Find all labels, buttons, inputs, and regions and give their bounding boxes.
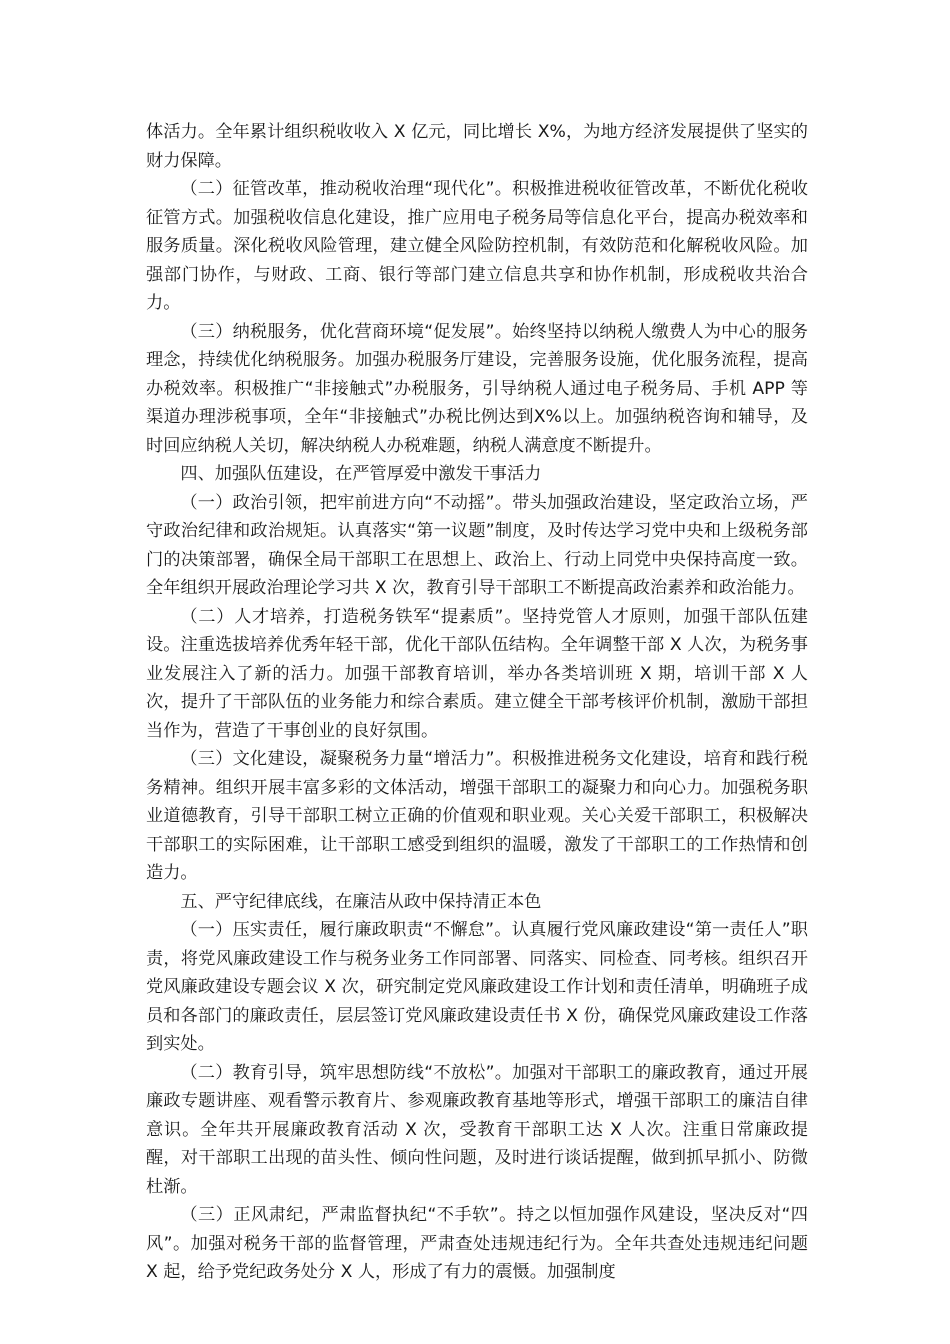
paragraph-education-guidance: （二）教育引导，筑牢思想防线“不放松”。加强对干部职工的廉政教育，通过开展廉政专题讲座、观看警示教育片、参观廉政教育基地等形式，增强干部职工的廉洁自律意识。全年共开展廉政教育活动 X 次，受教育干部职工达 X 人次。注重日常廉政提醒，对干部职工出现的苗头性、倾向性问题，及时进行谈话提醒，做到抓早抓小、防微杜渐。: [146, 1062, 808, 1197]
paragraph-responsibility: （一）压实责任，履行廉政职责“不懈怠”。认真履行党风廉政建设“第一责任人”职责，将党风廉政建设工作与税务业务工作同部署、同落实、同检查、同考核。组织召开党风廉政建设专题会议 X 次，研究制定党风廉政建设工作计划和责任清单，明确班子成员和各部门的廉政责任，层层签订党风廉政建设责任书 X 份，确保党风廉政建设工作落到实处。: [146, 920, 808, 1054]
paragraph-culture-building: （三）文化建设，凝聚税务力量“增活力”。积极推进税务文化建设，培育和践行税务精神。组织开展丰富多彩的文体活动，增强干部职工的凝聚力和向心力。加强税务职业道德教育，引导干部职工树立正确的价值观和职业观。关心关爱干部职工，积极解决干部职工的实际困难，让干部职工感受到组织的温暖，激发了干部职工的工作热情和创造力。: [146, 749, 808, 883]
paragraph-taxpayer-service: （三）纳税服务，优化营商环境“促发展”。始终坚持以纳税人缴费人为中心的服务理念，持续优化纳税服务。加强办税服务厅建设，完善服务设施，优化服务流程，提高办税效率。积极推广“非接触式”办税服务，引导纳税人通过电子税务局、手机 APP 等渠道办理涉税事项，全年“非接触式”办税比例达到X%以上。加强纳税咨询和辅导，及时回应纳税人关切，解决纳税人办税难题，纳税人满意度不断提升。: [146, 321, 808, 456]
paragraph-political-guidance: （一）政治引领，把牢前进方向“不动摇”。带头加强政治建设，坚定政治立场，严守政治纪律和政治规矩。认真落实“第一议题”制度，及时传达学习党中央和上级税务部门的决策部署，确保全局干部职工在思想上、政治上、行动上同党中央保持高度一致。全年组织开展政治理论学习共 X 次，教育引导干部职工不断提高政治素养和政治能力。: [146, 492, 808, 598]
paragraph-fiscal-summary: 体活力。全年累计组织税收收入 X 亿元，同比增长 X%，为地方经济发展提供了坚实的财力保障。: [146, 122, 808, 171]
section-heading-team-building: 四、加强队伍建设，在严管厚爱中激发干事活力: [180, 464, 542, 484]
document-body: [146, 118, 808, 1287]
paragraph-discipline-enforcement: （三）正风肃纪，严肃监督执纪“不手软”。持之以恒加强作风建设，坚决反对“四风”。加强对税务干部的监督管理，严肃查处违规违纪行为。全年共查处违规违纪问题 X 起，给予党纪政务处分 X 人，形成了有力的震慑。加强制度: [146, 1205, 808, 1282]
paragraph-talent-cultivation: （二）人才培养，打造税务铁军“提素质”。坚持党管人才原则，加强干部队伍建设。注重选拔培养优秀年轻干部，优化干部队伍结构。全年调整干部 X 人次，为税务事业发展注入了新的活力。加强干部教育培训，举办各类培训班 X 期，培训干部 X 人次，提升了干部队伍的业务能力和综合素质。建立健全干部考核评价机制，激励干部担当作为，营造了干事创业的良好氛围。: [146, 606, 808, 741]
section-heading-discipline: 五、严守纪律底线，在廉洁从政中保持清正本色: [180, 891, 542, 912]
paragraph-collection-reform: （二）征管改革，推动税收治理“现代化”。积极推进税收征管改革，不断优化税收征管方式。加强税收信息化建设，推广应用电子税务局等信息化平台，提高办税效率和服务质量。深化税收风险管理，建立健全风险防控机制，有效防范和化解税收风险。加强部门协作，与财政、工商、银行等部门建立信息共享和协作机制，形成税收共治合力。: [146, 179, 808, 313]
